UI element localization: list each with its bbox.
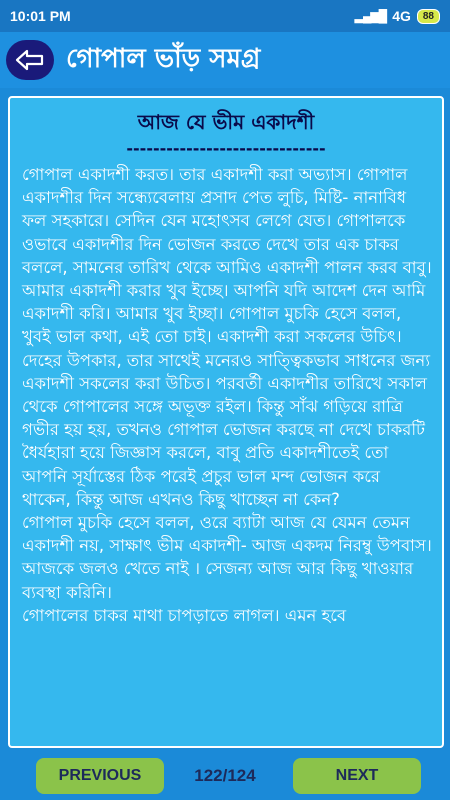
title-divider: ------------------------------	[126, 141, 326, 158]
bottom-navigation	[0, 752, 450, 800]
app-title: গোপাল ভাঁড় সমগ্র	[66, 44, 261, 74]
story-paragraph: গোপালের চাকর মাথা চাপড়াতে লাগল। এমন হবে	[22, 605, 347, 625]
story-body	[10, 159, 442, 627]
battery-icon: 88	[417, 9, 440, 24]
back-arrow-icon	[15, 49, 45, 71]
story-card[interactable]	[8, 96, 444, 748]
next-button[interactable]: NEXT	[293, 758, 421, 794]
story-paragraph: গোপাল মুচকি হেসে বলল, ওরে ব্যাটা আজ যে যেমন তেমন একাদশী নয়, সাক্ষাৎ ভীম একাদশী- আজ একদম নিরম্বু উপবাস। আজকে জলও খেতে নাই । সেজন্য আজ আর কিছু খাওয়ার ব্যবস্থা করিনি।	[22, 513, 432, 602]
status-icons	[355, 8, 440, 24]
back-button[interactable]	[6, 40, 54, 80]
story-title: আজ যে ভীম একাদশী	[137, 110, 315, 134]
previous-button[interactable]: PREVIOUS	[36, 758, 164, 794]
status-bar	[0, 0, 450, 32]
app-bar	[0, 32, 450, 88]
status-time: 10:01 PM	[10, 8, 71, 24]
page-indicator: 122/124	[194, 766, 256, 785]
network-type: 4G	[392, 8, 411, 24]
signal-icon: ▂▄▆█	[354, 9, 387, 23]
story-paragraph: গোপাল একাদশী করত। তার একাদশী করা অভ্যাস। গোপাল একাদশীর দিন সন্ধ্যেবেলায় প্রসাদ পেত লুচি, মিষ্টি- নানাবিধ ফল সহকারে। সেদিন যেন মহোৎসব লেগে যেত। গোপালকে ওভাবে একাদশীর দিন ভোজন করতে দেখে তার এক চাকর বললে, সামনের তারিখ থেকে আমিও একাদশী পালন করব বাবু। আমার একাদশী করার খুব ইচ্ছে। আপনি যদি আদেশ দেন আমি একাদশী করি। আমার খুব ইচ্ছা। গোপাল মুচকি হেসে বলল, খুবই ভাল কথা, এই তো চাই। একাদশী করা সকলের উচিৎ। দেহের উপকার, তার সাথেই মনেরও সাত্ত্বিকভাব সাধনের জন্য একাদশী সকলের করা উচিত। পরবর্তী একাদশীর তারিখে সকাল থেকে গোপালের সঙ্গে অভূক্ত রইল। কিন্তু সাঁঝ গড়িয়ে রাত্রি গভীর হয় হয়, তখনও গোপাল ভোজন করছে না দেখে চাকরটি ধৈর্যহারা হয়ে জিজ্ঞাস করলে, বাবু প্রতি একাদশীতেই তো আপনি সূর্যাস্তের ঠিক পরেই প্রচুর ভাল মন্দ ভোজন করে থাকেন, কিন্তু আজ এখনও কিছু খাচ্ছেন না কেন?	[22, 165, 432, 509]
